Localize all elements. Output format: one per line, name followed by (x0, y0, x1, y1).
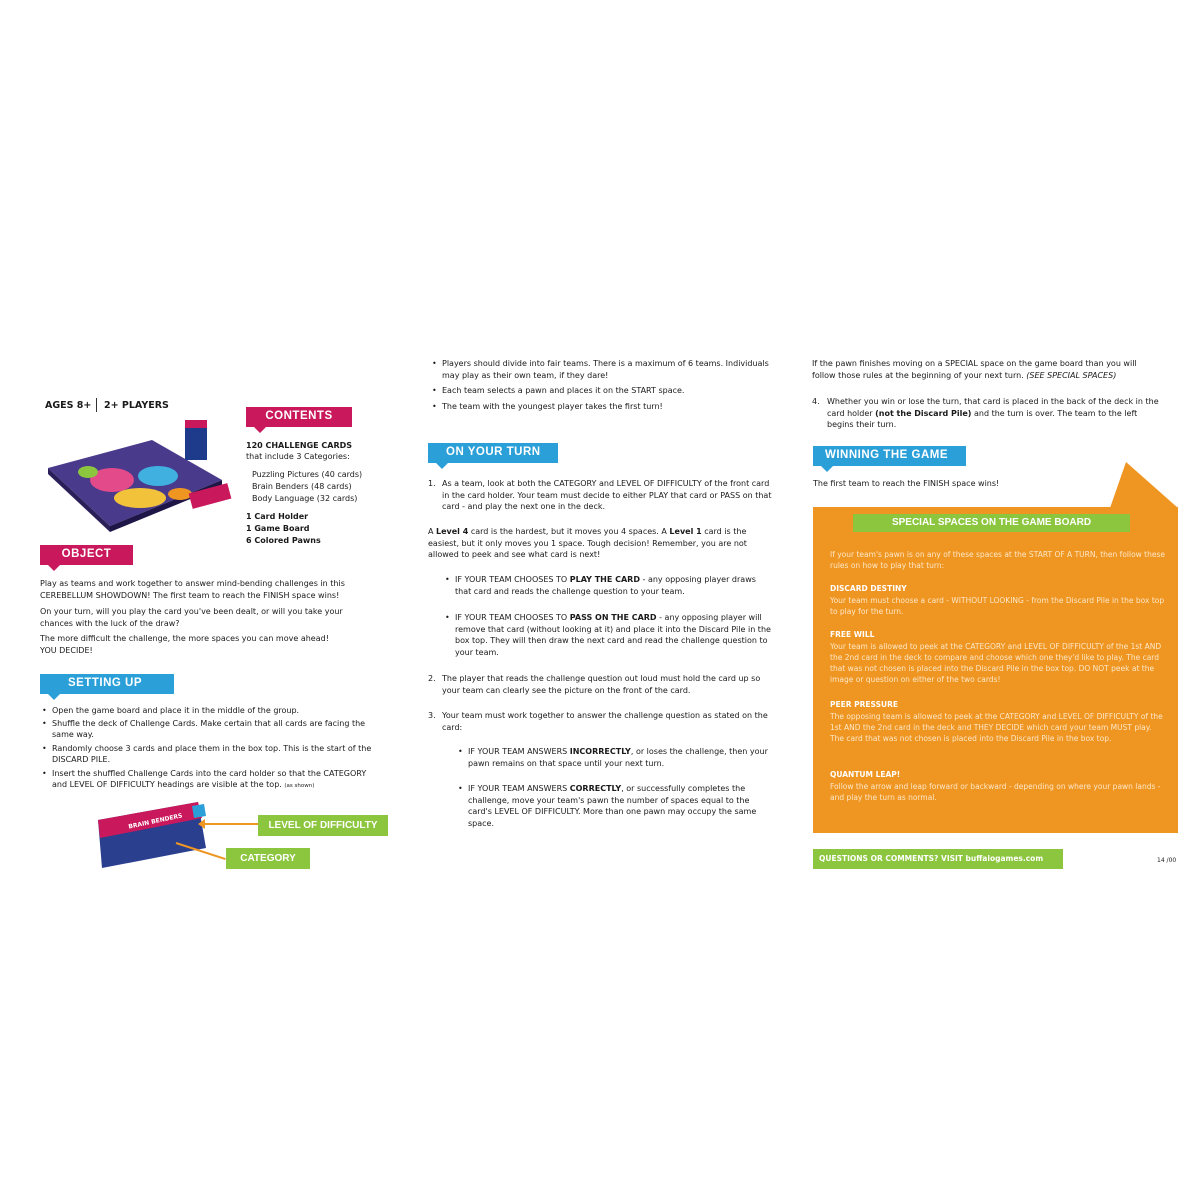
on-your-turn-heading: ON YOUR TURN (428, 443, 558, 463)
contents-item: 1 Card Holder (246, 512, 309, 521)
list-item (468, 746, 774, 769)
object-paragraph: On your turn, will you play the card you've been dealt, or will you take your chances with the luck of the draw? (40, 607, 343, 628)
pass-text: IF YOUR TEAM CHOOSES TO (455, 613, 570, 622)
not-discard-bold: (not the Discard Pile) (875, 408, 972, 418)
peer-pressure-text: The opposing team is allowed to peek at the CATEGORY and LEVEL OF DIFFICULTY of the 1st AND the 2nd card in the deck and THEY DECIDE which card your team MUST play. The card that was not chosen is placed into the Discard Pile in the box top. (830, 712, 1163, 743)
setup-list (40, 705, 380, 793)
special-note-text: If the pawn finishes moving on a SPECIAL space on the game board than you will follow those rules at the beginning of your next turn. (812, 359, 1137, 380)
list-item (455, 574, 774, 597)
contents-cards: 120 CHALLENGE CARDS (246, 441, 353, 450)
contents-heading-tail (254, 427, 266, 433)
object-heading: OBJECT (40, 545, 133, 565)
correct-item (456, 783, 774, 829)
list-item (468, 783, 774, 829)
object-you-decide: YOU DECIDE! (40, 646, 93, 655)
incorrect-item (456, 746, 774, 769)
quantum-leap-heading: QUANTUM LEAP! (830, 770, 901, 779)
team-setup-list (430, 358, 775, 412)
list-item: • Open the game board and place it in the middle of the group. (52, 705, 380, 717)
quantum-leap-text: Follow the arrow and leap forward or backward - depending on where your pawn lands - and play the turn as normal. (830, 782, 1161, 802)
correct-text: , or successfully completes the challenge, move your team's pawn the number of spaces equal to the card's LEVEL OF DIFFICULTY. More than one pawn may occupy the same space. (468, 784, 757, 828)
peer-pressure-heading: PEER PRESSURE (830, 700, 898, 709)
pass-text: - any opposing player will remove that card (without looking at it) and place it into the Discard Pile in the box top. They will then draw the next card and read the challenge question to your team. (455, 613, 771, 657)
ages-label: AGES 8+ (45, 400, 92, 411)
game-board-illustration (40, 418, 235, 533)
special-space-note (812, 358, 1162, 381)
list-item: • Randomly choose 3 cards and place them in the box top. This is the start of the DISCARD PILE. (52, 743, 380, 766)
incorrectly-bold: INCORRECTLY (569, 747, 631, 756)
contents-heading: CONTENTS (246, 407, 352, 427)
winning-heading-tail (821, 466, 833, 472)
winning-text: The first team to reach the FINISH space wins! (813, 479, 1000, 488)
free-will-text: Your team is allowed to peek at the CATEGORY and LEVEL OF DIFFICULTY of the 1st AND the 2nd card in the deck to compare and choose which one they'd like to play. The card that was not chosen is placed into the Discard Pile in the box top. DO NOT peek at the image or question on either of the two cards! (830, 642, 1162, 684)
pass-card-item (443, 612, 774, 658)
special-intro: If your team's pawn is on any of these spaces at the START OF A TURN, then follow these rules on how to play that turn: (830, 550, 1166, 570)
play-card-item (443, 574, 774, 597)
contents-item: 1 Game Board (246, 524, 310, 533)
category-item: Body Language (32 cards) (252, 494, 358, 503)
category-item: Brain Benders (48 cards) (252, 482, 352, 491)
step-number: 3. (428, 711, 436, 720)
step-4-part: Whether you win or lose the turn, that card is placed in the back of the deck in the card holder (827, 397, 1159, 418)
setup-item-text: Insert the shuffled Challenge Cards into the card holder so that the CATEGORY and LEVEL OF DIFFICULTY headings are visible at the top. (52, 768, 367, 789)
list-item: • Shuffle the deck of Challenge Cards. Make certain that all cards are facing the same way. (52, 718, 380, 741)
step-1-text: As a team, look at both the CATEGORY and LEVEL OF DIFFICULTY of the front card in the card holder. Your team must decide to either PLAY that card or PASS on that card - and play the next one in the deck. (442, 479, 772, 511)
play-text: IF YOUR TEAM CHOOSES TO (455, 575, 570, 584)
step-4-part: and the turn is over. The team to the left begins their turn. (827, 408, 1138, 429)
correctly-bold: CORRECTLY (569, 784, 622, 793)
step-2-text: The player that reads the challenge question out loud must hold the card up so your team can clearly see the picture on the front of the card. (442, 674, 761, 695)
object-paragraph: The more difficult the challenge, the more spaces you can move ahead! (40, 634, 329, 643)
incorrect-text: IF YOUR TEAM ANSWERS (468, 747, 570, 756)
play-text: - any opposing player draws that card and reads the challenge question to your team. (455, 575, 756, 596)
step-4-text (827, 396, 1162, 431)
level-text: A (428, 527, 437, 536)
list-item: • Each team selects a pawn and places it on the START space. (442, 385, 775, 397)
website-link[interactable]: QUESTIONS OR COMMENTS? VISIT buffalogames.com (813, 849, 1063, 869)
correct-text: IF YOUR TEAM ANSWERS (468, 784, 570, 793)
object-heading-tail (48, 565, 60, 571)
see-special-spaces: (SEE SPECIAL SPACES) (1026, 370, 1117, 380)
contents-item: 6 Colored Pawns (246, 536, 321, 545)
incorrect-text: , or loses the challenge, then your pawn remains on that space until your next turn. (468, 747, 768, 768)
category-item: Puzzling Pictures (40 cards) (252, 470, 363, 479)
level-1-bold: Level 1 (669, 527, 702, 536)
on-your-turn-heading-tail (436, 463, 448, 469)
step-number: 1. (428, 479, 436, 488)
players-label: 2+ PLAYERS (104, 400, 169, 411)
setting-up-heading: SETTING UP (40, 674, 174, 694)
special-spaces-heading: SPECIAL SPACES ON THE GAME BOARD (853, 514, 1130, 532)
play-the-card-bold: PLAY THE CARD (569, 575, 640, 584)
ages-divider (96, 398, 97, 412)
list-item (52, 768, 380, 793)
list-item: • Players should divide into fair teams. There is a maximum of 6 teams. Individuals may play as their own team, if they dare! (442, 358, 775, 381)
as-shown-note: (as shown) (284, 783, 315, 789)
pass-on-the-card-bold: PASS ON THE CARD (569, 613, 657, 622)
setting-up-heading-tail (48, 694, 60, 700)
discard-destiny-text: Your team must choose a card - WITHOUT LOOKING - from the Discard Pile in the box top to play for the turn. (830, 596, 1165, 616)
level-4-bold: Level 4 (436, 527, 469, 536)
category-label: CATEGORY (226, 848, 310, 869)
level-arrow (200, 823, 260, 825)
discard-destiny-heading: DISCARD DESTINY (830, 584, 907, 593)
step-number: 2. (428, 674, 436, 683)
holder-category-text: BRAIN BENDERS (127, 812, 184, 831)
object-paragraph: Play as teams and work together to answer mind-bending challenges in this CEREBELLUM SHOWDOWN! The first team to reach the FINISH space wins! (40, 579, 345, 600)
level-of-difficulty-label: LEVEL OF DIFFICULTY (258, 815, 388, 836)
level-text: card is the hardest, but it moves you 4 spaces. A (468, 527, 670, 536)
speech-tail (1100, 462, 1180, 510)
page-code: 14 /00 (1157, 857, 1177, 864)
card-holder-illustration (94, 800, 214, 870)
level-text: card is the easiest, but it only moves you 1 space. Tough decision! Remember, you are not allowed to peek and see what card is next! (428, 527, 747, 559)
step-3-text: Your team must work together to answer the challenge question as stated on the card: (442, 711, 768, 732)
level-explanation (428, 526, 774, 561)
list-item: • The team with the youngest player takes the first turn! (442, 401, 775, 413)
free-will-heading: FREE WILL (830, 630, 875, 639)
list-item (455, 612, 774, 658)
winning-heading: WINNING THE GAME (813, 446, 966, 466)
level-arrow-head (198, 819, 205, 829)
contents-intro: that include 3 Categories: (246, 452, 350, 461)
step-number: 4. (812, 397, 820, 406)
